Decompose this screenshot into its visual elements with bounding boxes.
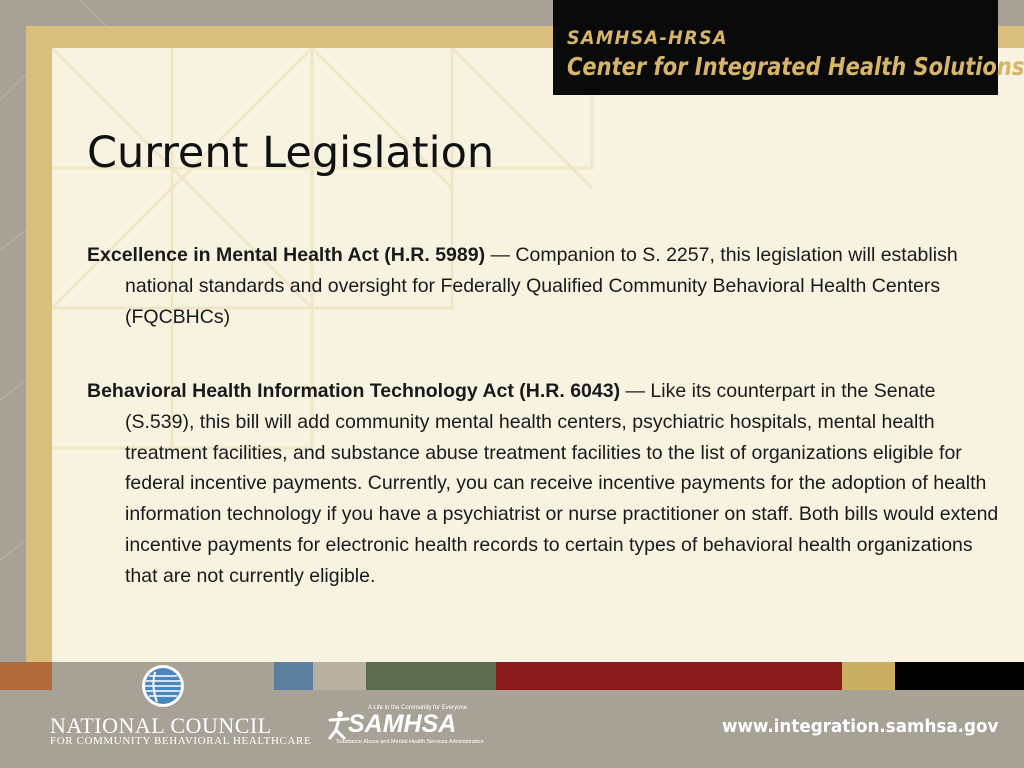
header-banner [553,0,1024,95]
strip-segment [496,662,842,690]
bullet-heading: Behavioral Health Information Technology Act (H.R. 6043) [87,380,621,402]
strip-segment [895,662,1024,690]
website-url: www.integration.samhsa.gov [722,716,999,737]
banner-org-name: SAMHSA-HRSA [567,27,728,49]
globe-logo-icon [141,664,185,708]
bullet-text: — Like its counterpart in the Senate (S.539), this bill will add community mental health centers, psychiatric hospitals, mental health treatment facilities, and substance abuse treatment facilities to the list of organizations eligible for federal incentive payments. Currently, you can receive incentive payments for the adoption of health information technology if you have a psychiatrist or nurse practitioner on staff. Both bills would extend incentive payments for electronic health records to certain types of behavioral health organizations that are not currently eligible. [125,380,999,587]
banner-center-name: Center for Integrated Health Solutions [567,52,1024,81]
strip-segment [313,662,366,690]
bullet-item [87,376,1005,592]
national-council-subtitle: FOR COMMUNITY BEHAVIORAL HEALTHCARE [50,735,312,747]
strip-segment [0,662,52,690]
bullet-item [87,240,1005,332]
samhsa-logo [328,705,484,750]
samhsa-subtitle: Substance Abuse and Mental Health Services Administration [336,739,484,745]
samhsa-tagline: A Life in the Community for Everyone [368,705,468,711]
bullet-text: — Companion to S. 2257, this legislation will establish national standards and oversight for Federally Qualified Community Behavioral Health Centers (FQCBHCs) [125,244,958,328]
samhsa-figure-icon [328,710,350,740]
samhsa-name: SAMHSA [348,710,457,738]
strip-segment [366,662,496,690]
national-council-name: NATIONAL COUNCIL [50,713,272,738]
bullet-heading: Excellence in Mental Health Act (H.R. 5989) [87,244,486,266]
strip-segment [842,662,895,690]
national-council-logo [50,664,312,754]
page-title: Current Legislation [87,128,495,178]
